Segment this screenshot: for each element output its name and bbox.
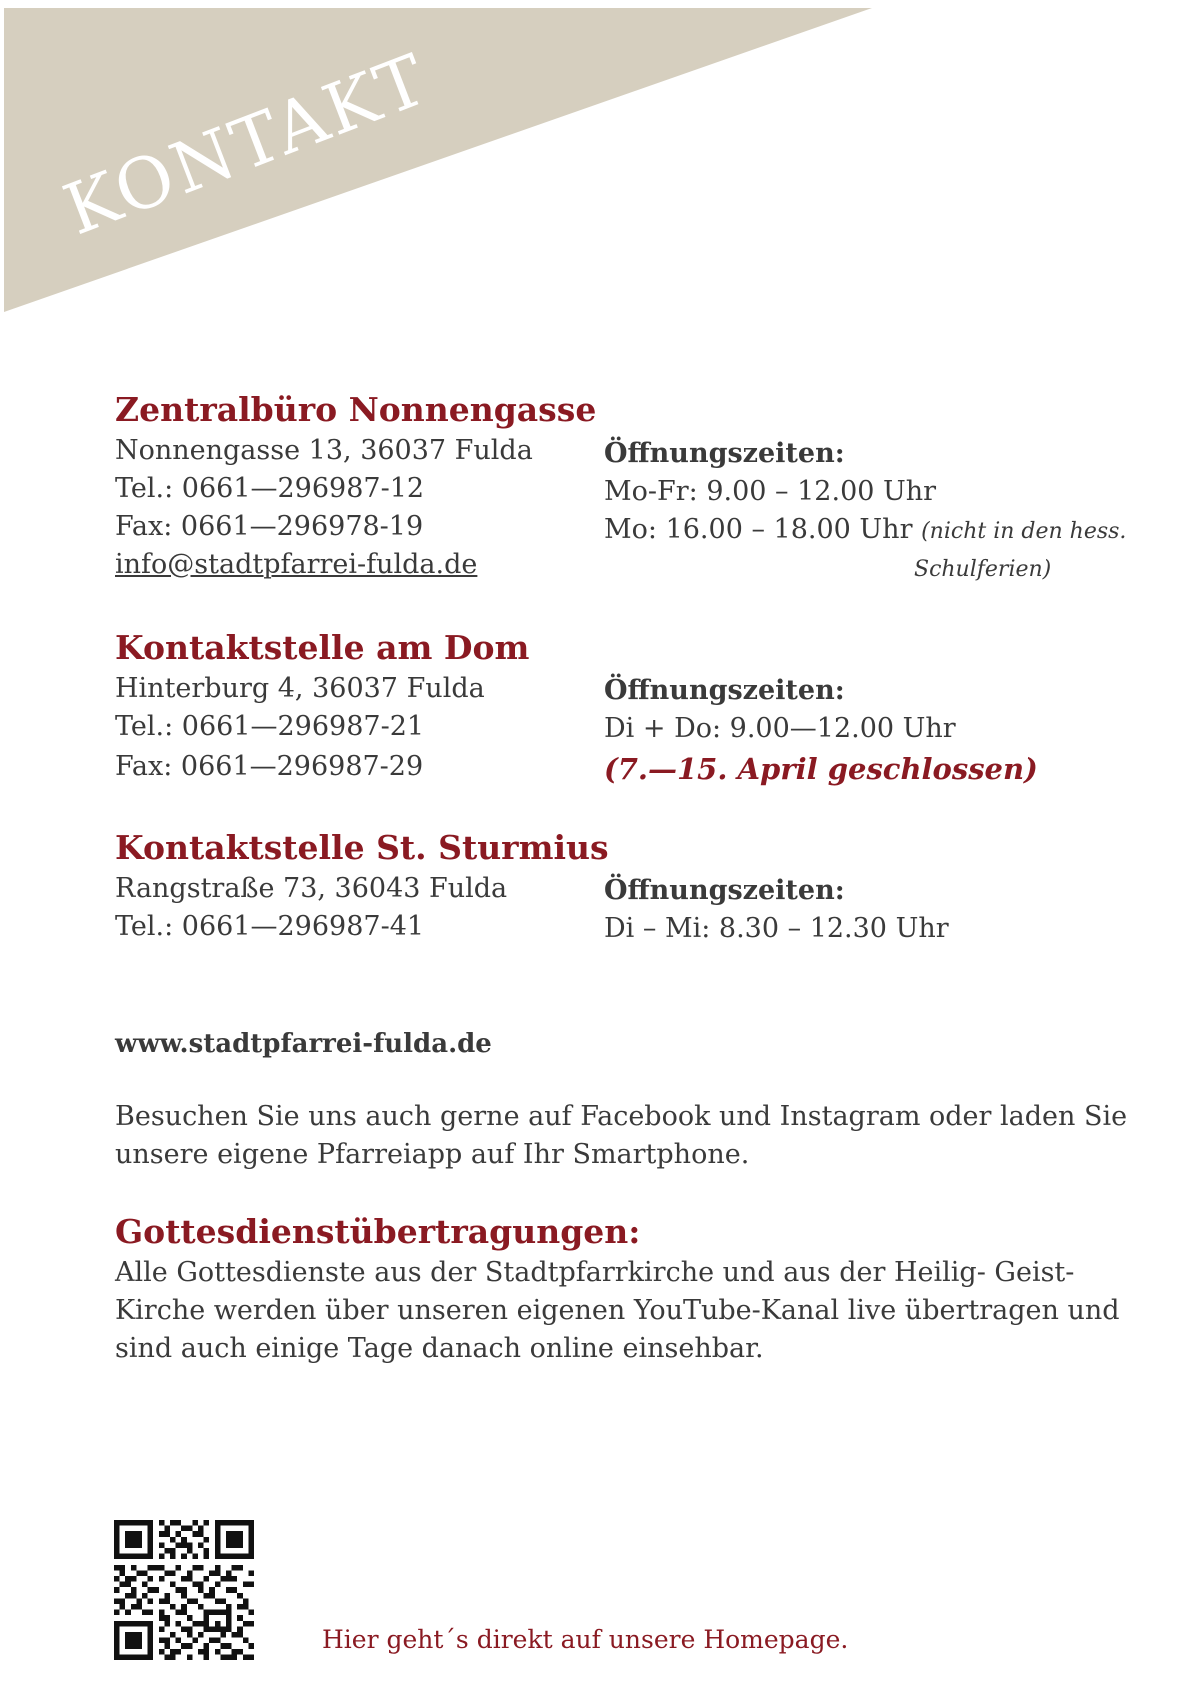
office-sturmius-hours: [604, 872, 949, 948]
paragraph-line: Besuchen Sie uns auch gerne auf Facebook und Instagram oder laden Sie: [115, 1101, 1128, 1132]
email-link[interactable]: info@stadtpfarrei-fulda.de: [115, 549, 478, 580]
office-fax: Fax: 0661—296987-29: [115, 751, 424, 782]
hours-label: Öffnungszeiten:: [604, 675, 845, 706]
office-address: Nonnengasse 13, 36037 Fulda: [115, 435, 533, 466]
office-fax: Fax: 0661—296978-19: [115, 511, 424, 542]
header-banner: [0, 0, 1200, 340]
office-sturmius: [115, 826, 609, 946]
paragraph-line: unsere eigene Pfarreiapp auf Ihr Smartphone.: [115, 1139, 750, 1170]
hours-line: Di – Mi: 8.30 – 12.30 Uhr: [604, 913, 949, 944]
hours-note: (nicht in den hess.: [921, 519, 1127, 544]
office-name: Zentralbüro Nonnengasse: [115, 390, 597, 429]
office-name: Kontaktstelle St. Sturmius: [115, 828, 609, 867]
broadcast-section: [115, 1210, 1120, 1368]
office-name: Kontaktstelle am Dom: [115, 628, 530, 667]
office-dom-hours: [604, 672, 1038, 788]
hours-line-text: Mo: 16.00 – 18.00 Uhr: [604, 514, 913, 545]
website-link[interactable]: www.stadtpfarrei-fulda.de: [115, 1029, 492, 1059]
hours-line: Di + Do: 9.00—12.00 Uhr: [604, 713, 956, 744]
qr-code[interactable]: [114, 1520, 254, 1660]
office-zentralbuero: [115, 388, 596, 584]
social-paragraph: [115, 1098, 1127, 1174]
hours-label: Öffnungszeiten:: [604, 438, 845, 469]
paragraph-line: Alle Gottesdienste aus der Stadtpfarrkirche und aus der Heilig- Geist-: [115, 1257, 1075, 1288]
hours-line: [604, 511, 1126, 551]
office-tel: Tel.: 0661—296987-41: [115, 911, 425, 942]
broadcast-heading: Gottesdienstübertragungen:: [115, 1212, 641, 1251]
office-address: Hinterburg 4, 36037 Fulda: [115, 673, 485, 704]
office-dom: [115, 626, 529, 786]
hours-label: Öffnungszeiten:: [604, 875, 845, 906]
paragraph-line: Kirche werden über unseren eigenen YouTube-Kanal live übertragen und: [115, 1295, 1120, 1326]
paragraph-line: sind auch einige Tage danach online einsehbar.: [115, 1333, 764, 1364]
qr-caption: Hier geht´s direkt auf unsere Homepage.: [322, 1625, 849, 1654]
hours-note-continued: Schulferien): [914, 557, 1052, 582]
hours-line: Mo-Fr: 9.00 – 12.00 Uhr: [604, 476, 937, 507]
office-tel: Tel.: 0661—296987-21: [115, 711, 425, 742]
page-title: KONTAKT: [53, 37, 440, 252]
office-address: Rangstraße 73, 36043 Fulda: [115, 873, 508, 904]
office-tel: Tel.: 0661—296987-12: [115, 473, 425, 504]
office-zentralbuero-hours: [604, 435, 1126, 589]
closed-note: (7.—15. April geschlossen): [604, 752, 1038, 786]
